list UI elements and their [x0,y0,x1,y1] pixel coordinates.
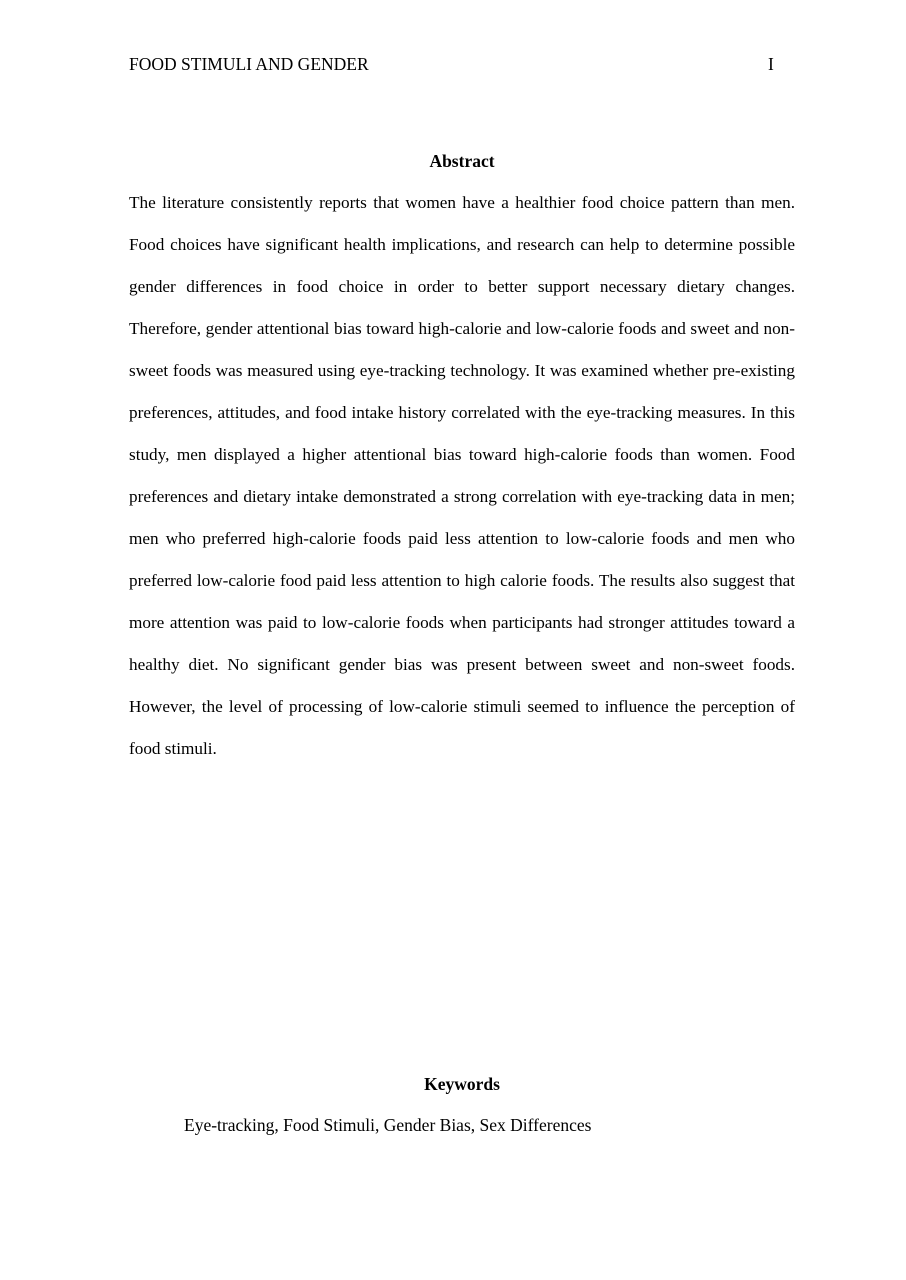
abstract-heading: Abstract [429,151,495,171]
page-number: I [768,54,774,74]
running-head: FOOD STIMULI AND GENDER [129,54,369,74]
abstract-body: The literature consistently reports that women have a healthier food choice pattern than men. Food choices have significant health implications, and research can help to determine possible gender differences in food choice in order to better support necessary dietary changes. Therefore, gender attentional bias toward high-calorie and low-calorie foods and sweet and non-sweet foods was measured using eye-tracking technology. It was examined whether pre-existing preferences, attitudes, and food intake history correlated with the eye-tracking measures. In this study, men displayed a higher attentional bias toward high-calorie foods than women. Food preferences and dietary intake demonstrated a strong correlation with eye-tracking data in men; men who preferred high-calorie foods paid less attention to low-calorie foods and men who preferred low-calorie food paid less attention to high calorie foods. The results also suggest that more attention was paid to low-calorie foods when participants had stronger attitudes toward a healthy diet. No significant gender bias was present between sweet and non-sweet foods. However, the level of processing of low-calorie stimuli seemed to influence the perception of food stimuli. [129,193,795,758]
keywords-list: Eye-tracking, Food Stimuli, Gender Bias, Sex Differences [184,1115,592,1135]
keywords-heading: Keywords [424,1074,500,1094]
